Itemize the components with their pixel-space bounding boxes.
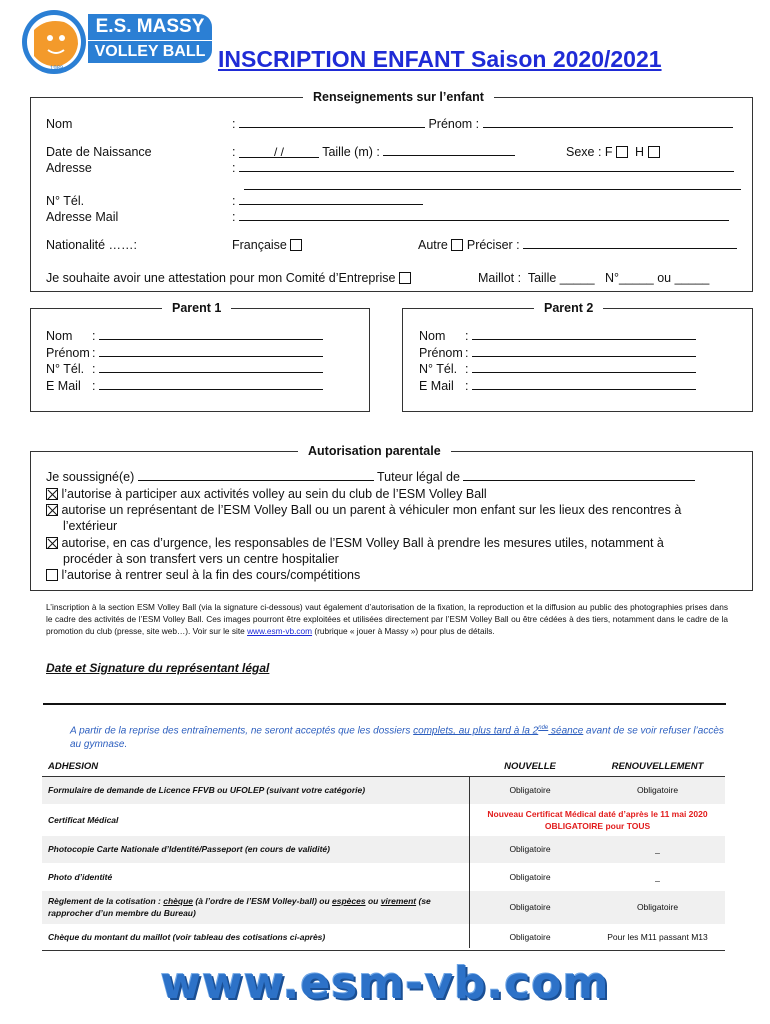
row-label: Certificat Médical: [48, 814, 119, 825]
sexe-h-checkbox[interactable]: [648, 146, 660, 158]
autre-label: Autre: [418, 238, 448, 252]
child-prenom-label: Prénom :: [428, 117, 480, 131]
autorisation-text-1: l’autorise à participer aux activités volley au sein du club de l’ESM Volley Ball: [61, 487, 487, 501]
page-title: INSCRIPTION ENFANT Saison 2020/2021: [218, 46, 662, 72]
signature-line: [43, 703, 726, 705]
header-renouvellement: RENOUVELLEMENT: [611, 761, 704, 772]
header-nouvelle: NOUVELLE: [504, 761, 556, 772]
child-tel-field[interactable]: [239, 194, 423, 205]
maillot-label: Maillot :: [478, 271, 522, 285]
parent2-tel-field[interactable]: [472, 362, 696, 373]
parent1-mail-field[interactable]: [99, 379, 323, 390]
table-row: [42, 804, 725, 836]
maillot-taille-field[interactable]: Taille _____: [527, 271, 595, 285]
table-column-divider: [469, 777, 470, 948]
notice-text-c: séance: [548, 725, 584, 737]
legal-text-2: (rubrique « jouer à Massy ») pour plus de détails.: [312, 626, 495, 637]
cotisation-b: chèque: [163, 896, 194, 906]
tuteur-label: Tuteur légal de: [376, 470, 460, 484]
parent1-nom-label: Nom: [46, 329, 73, 343]
parent2-nom-label: Nom: [419, 329, 446, 343]
parent1-prenom-label: Prénom: [46, 345, 90, 360]
child-adresse-field[interactable]: [239, 161, 734, 172]
dossier-notice: [70, 721, 726, 752]
child-sexe-label: Sexe : F: [566, 145, 613, 159]
parent2-nom-field[interactable]: [472, 329, 696, 340]
notice-text-a: A partir de la reprise des entraînements, ne seront acceptés que les dossiers: [70, 725, 414, 737]
row-nouvelle: Obligatoire: [509, 871, 551, 882]
notice-text-d: avant de se voir refuser l’accès au gymnase.: [70, 725, 724, 751]
row-nouvelle: Obligatoire: [509, 785, 551, 796]
row-renouvellement: Obligatoire: [636, 785, 679, 796]
cotisation-f: virement: [380, 896, 417, 906]
autorisation-checkbox-3[interactable]: [46, 537, 58, 549]
child-ddn-field[interactable]: [239, 147, 319, 158]
autorisation-text-2: autorise un représentant de l’ESM Volley Ball ou un parent à véhiculer mon enfant sur les lieux des rencontres à: [61, 503, 682, 518]
cotisation-e: ou: [365, 896, 381, 906]
child-taille-field[interactable]: [383, 145, 515, 156]
signature-label: Date et Signature du représentant légal: [46, 661, 270, 675]
child-info-legend: Renseignements sur l’enfant: [303, 90, 494, 104]
child-sexe-h-label: H: [634, 145, 645, 159]
table-row: [42, 777, 725, 804]
francaise-label: Française: [232, 238, 287, 252]
logo-line1: E.S. MASSY: [88, 14, 212, 40]
adhesion-table: [42, 757, 725, 951]
soussigne-field[interactable]: [138, 470, 374, 481]
legal-text-1: L’inscription à la section ESM Volley Ball (via la signature ci-dessous) vaut également d’autorisation de la fixation, la reproduction et la diffusion au public des photographies prises dans le cadre des activités de l’ESM Volley Ball. Ces images pourront être exploitées et utilisées directement par l’ESM Volley Ball ou être cédées à des tiers, notamment dans le cadre de la promotion du club (presse, site web…). Voir sur le site: [46, 602, 728, 637]
tuteur-field[interactable]: [463, 470, 695, 481]
parent1-prenom-field[interactable]: [99, 346, 323, 357]
website-link[interactable]: www.esm-vb.com: [247, 626, 313, 637]
header-adhesion: ADHESION: [48, 761, 99, 772]
child-adresse-field-2[interactable]: [244, 179, 741, 190]
logo-year: 1988: [50, 66, 64, 72]
row-nouvelle: Obligatoire: [509, 902, 551, 912]
child-prenom-field[interactable]: [483, 117, 733, 128]
row-renouvellement: Pour les M11 passant M13: [607, 931, 708, 942]
preciser-label: Préciser :: [466, 238, 520, 252]
autorisation-text-3b: procéder à son transfert vers un centre hospitalier: [63, 551, 339, 566]
table-row: [42, 836, 725, 863]
preciser-field[interactable]: [523, 238, 737, 249]
parent1-tel-label: N° Tél.: [46, 362, 85, 376]
autorisation-text-4: l’autorise à rentrer seul à la fin des cours/compétitions: [61, 568, 361, 583]
sexe-f-checkbox[interactable]: [616, 146, 628, 158]
autorisation-text-2b: l’extérieur: [63, 519, 118, 534]
child-mail-label: Adresse Mail: [46, 210, 119, 224]
cotisation-g: (se rapprocher d’un membre du Bureau): [48, 896, 431, 918]
row-renouvellement: _: [655, 844, 660, 854]
date-slashes: / /: [273, 145, 284, 159]
parent2-prenom-label: Prénom: [419, 345, 463, 360]
attestation-label: Je souhaite avoir une attestation pour mon Comité d’Entreprise: [46, 271, 396, 285]
child-ddn-label: Date de Naissance: [46, 145, 152, 159]
parent1-tel-field[interactable]: [99, 362, 323, 373]
row-nouvelle: Obligatoire: [509, 931, 551, 942]
row-label: Photo d’identité: [48, 871, 113, 882]
autorisation-checkbox-4[interactable]: [46, 569, 58, 581]
soussigne-label: Je soussigné(e): [46, 470, 135, 484]
child-mail-field[interactable]: [239, 210, 729, 221]
child-nom-label: Nom: [46, 117, 73, 131]
notice-sup: nde: [538, 725, 549, 731]
parent1-legend: Parent 1: [162, 301, 231, 315]
child-nationalite-label: Nationalité ……:: [46, 238, 138, 252]
parent1-mail-label: E Mail: [46, 378, 81, 393]
child-adresse-label: Adresse: [46, 161, 92, 175]
footer-website[interactable]: www.esm-vb.com: [160, 958, 610, 1009]
autorisation-checkbox-1[interactable]: [46, 488, 58, 500]
parent2-mail-label: E Mail: [419, 378, 454, 393]
cotisation-c: (à l’ordre de l’ESM Volley-ball) ou: [193, 896, 333, 906]
parent2-tel-label: N° Tél.: [419, 362, 458, 376]
child-tel-label: N° Tél.: [46, 194, 85, 208]
cotisation-d: espèces: [332, 896, 366, 906]
cotisation-a: Règlement de la cotisation :: [48, 896, 164, 906]
legal-paragraph: [46, 601, 728, 638]
certificat-warning-2: OBLIGATOIRE pour TOUS: [544, 820, 651, 831]
autorisation-checkbox-2[interactable]: [46, 504, 58, 516]
notice-text-b: complets, au plus tard à la 2: [413, 725, 539, 737]
certificat-warning: Nouveau Certificat Médical daté d’après le 11 mai 2020: [487, 808, 708, 819]
table-row: [42, 924, 725, 951]
autorisation-text-3: autorise, en cas d’urgence, les responsables de l’ESM Volley Ball à prendre les mesures utiles, notamment à: [61, 535, 664, 550]
child-nom-field[interactable]: [239, 117, 425, 128]
parent2-mail-field[interactable]: [472, 379, 696, 390]
maillot-num-field[interactable]: N°_____ ou _____: [604, 271, 710, 285]
club-logo: [20, 8, 215, 76]
row-renouvellement: _: [655, 871, 660, 882]
row-nouvelle: Obligatoire: [509, 844, 551, 854]
autorisation-legend: Autorisation parentale: [298, 444, 451, 458]
child-taille-label: Taille (m) :: [322, 145, 380, 159]
row-label: Photocopie Carte Nationale d’Identité/Passeport (en cours de validité): [48, 844, 330, 854]
francaise-checkbox[interactable]: [290, 239, 302, 251]
row-renouvellement: Obligatoire: [636, 902, 679, 912]
table-row: [42, 891, 725, 924]
autre-checkbox[interactable]: [451, 239, 463, 251]
logo-line2: VOLLEY BALL: [88, 41, 212, 63]
attestation-checkbox[interactable]: [399, 272, 411, 284]
parent1-nom-field[interactable]: [99, 329, 323, 340]
table-row: [42, 863, 725, 891]
row-label: Chèque du montant du maillot (voir tableau des cotisations ci-après): [48, 931, 326, 942]
parent2-legend: Parent 2: [534, 301, 603, 315]
row-label: Formulaire de demande de Licence FFVB ou UFOLEP (suivant votre catégorie): [48, 785, 366, 796]
row-label: [42, 891, 470, 924]
parent2-prenom-field[interactable]: [472, 346, 696, 357]
